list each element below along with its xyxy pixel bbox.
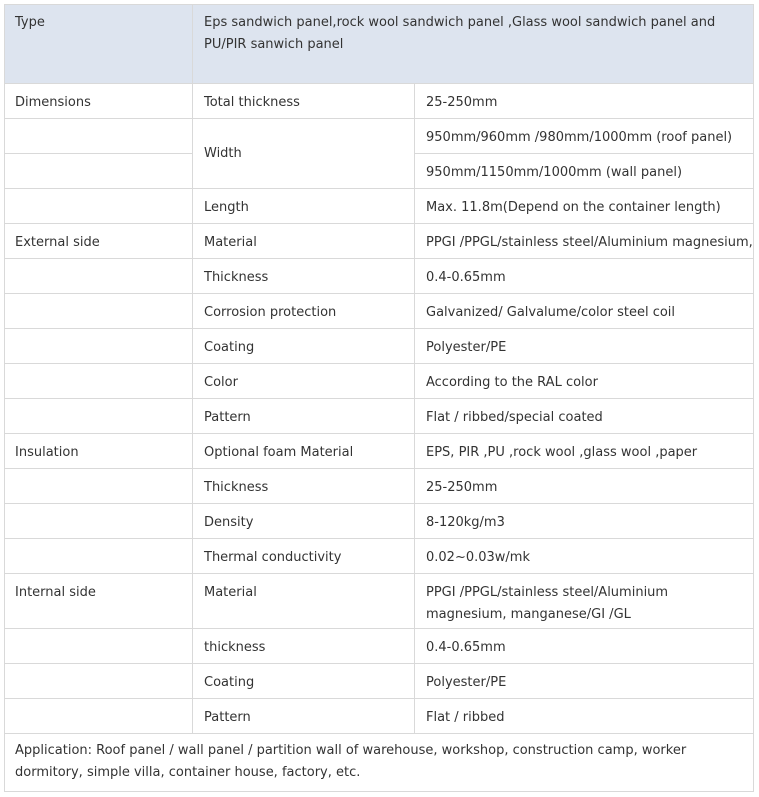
section-blank [4, 504, 193, 539]
section-blank [4, 119, 193, 154]
value-density: 8-120kg/m3 [415, 504, 754, 539]
label-color: Color [193, 364, 415, 399]
value-conductivity: 0.02~0.03w/mk [415, 539, 754, 574]
application-cell [4, 734, 754, 792]
label-ext-coating: Coating [193, 329, 415, 364]
label-ins-thickness: Thickness [193, 469, 415, 504]
value-ext-pattern: Flat / ribbed/special coated [415, 399, 754, 434]
value-width-wall: 950mm/1150mm/1000mm (wall panel) [415, 154, 754, 189]
label-int-material: Material [193, 574, 415, 629]
value-ext-thickness: 0.4-0.65mm [415, 259, 754, 294]
label-width: Width [193, 119, 415, 189]
value-length: Max. 11.8m(Depend on the container length) [415, 189, 754, 224]
value-color: According to the RAL color [415, 364, 754, 399]
section-internal: Internal side [4, 574, 193, 629]
value-int-thickness: 0.4-0.65mm [415, 629, 754, 664]
value-ins-thickness: 25-250mm [415, 469, 754, 504]
label-corrosion: Corrosion protection [193, 294, 415, 329]
section-blank [4, 189, 193, 224]
label-ext-thickness: Thickness [193, 259, 415, 294]
section-blank [4, 364, 193, 399]
value-int-material: PPGI /PPGL/stainless steel/Aluminium magnesium, manganese/GI /GL [415, 574, 754, 629]
section-blank [4, 629, 193, 664]
value-ext-material: PPGI /PPGL/stainless steel/Aluminium magnesium, [415, 224, 754, 259]
value-ext-coating: Polyester/PE [415, 329, 754, 364]
value-total-thickness: 25-250mm [415, 84, 754, 119]
label-total-thickness: Total thickness [193, 84, 415, 119]
section-blank [4, 699, 193, 734]
label-int-pattern: Pattern [193, 699, 415, 734]
section-dimensions: Dimensions [4, 84, 193, 119]
value-int-pattern: Flat / ribbed [415, 699, 754, 734]
section-blank [4, 399, 193, 434]
value-int-coating: Polyester/PE [415, 664, 754, 699]
spec-table [4, 4, 754, 792]
label-ext-pattern: Pattern [193, 399, 415, 434]
section-blank [4, 294, 193, 329]
section-blank [4, 539, 193, 574]
section-blank [4, 259, 193, 294]
type-value: Eps sandwich panel,rock wool sandwich panel ,Glass wool sandwich panel and PU/PIR sanwich panel [204, 15, 716, 52]
application-text: Application: Roof panel / wall panel / partition wall of warehouse, workshop, construction camp, worker dormitory, simple villa, container house, factory, etc. [15, 743, 687, 780]
label-length: Length [193, 189, 415, 224]
section-blank [4, 469, 193, 504]
label-int-coating: Coating [193, 664, 415, 699]
value-foam: EPS, PIR ,PU ,rock wool ,glass wool ,paper [415, 434, 754, 469]
value-width-roof: 950mm/960mm /980mm/1000mm (roof panel) [415, 119, 754, 154]
section-blank [4, 664, 193, 699]
type-label-cell [4, 4, 193, 84]
label-density: Density [193, 504, 415, 539]
label-conductivity: Thermal conductivity [193, 539, 415, 574]
section-blank [4, 154, 193, 189]
type-value-cell [193, 4, 754, 84]
section-blank [4, 329, 193, 364]
label-ext-material: Material [193, 224, 415, 259]
type-label: Type [15, 15, 45, 30]
label-foam: Optional foam Material [193, 434, 415, 469]
label-int-thickness: thickness [193, 629, 415, 664]
section-insulation: Insulation [4, 434, 193, 469]
section-external: External side [4, 224, 193, 259]
value-corrosion: Galvanized/ Galvalume/color steel coil [415, 294, 754, 329]
